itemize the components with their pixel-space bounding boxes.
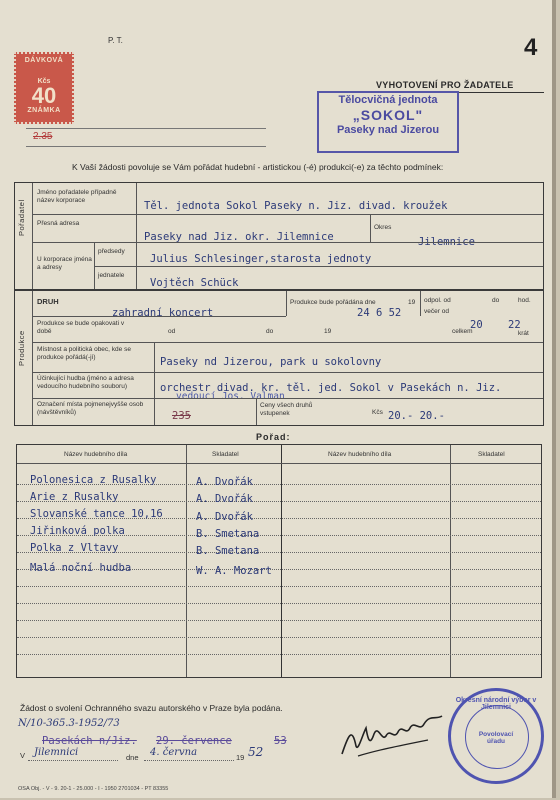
prod-value-divider (154, 342, 155, 425)
organizer-row-line-2 (32, 242, 543, 243)
chair-label: předsedy (98, 248, 125, 255)
production-label-divider (32, 291, 33, 425)
secretary-label: jednatele (98, 272, 125, 279)
page-number: 4 (524, 34, 538, 61)
repeat-year: 19 (324, 328, 332, 335)
music-value: orchestr divad. kr. těl. jed. Sokol v Pasekách n. Jiz. (160, 382, 502, 394)
address-value: Paseky nad Jiz. okr. Jilemnice (144, 231, 334, 243)
program-composer: B. Smetana (196, 545, 260, 557)
program-work: Polka z Vltavy (30, 542, 119, 554)
program-col-divider-3 (450, 445, 451, 677)
chair-value: Julius Schlesinger,starosta jednoty (150, 253, 372, 265)
repeat-to: do (266, 328, 274, 335)
copy-label: VYHOTOVENÍ PRO ŽADATELE (376, 80, 514, 90)
pt-mark: P. T. (108, 36, 123, 45)
header-rule-2 (26, 146, 266, 147)
stamp-year: 53 (274, 735, 287, 747)
organizer-row-line-3 (94, 266, 543, 267)
intro-text: K Vaší žádosti povoluje se Vám pořádat hudební - artistickou (-é) produkci(-e) za těchto podmínek: (72, 162, 444, 172)
organizer-label-divider (32, 183, 33, 289)
type-value: zahradní koncert (112, 307, 214, 319)
program-rule (17, 586, 541, 587)
district-label: Okres (374, 224, 392, 231)
name-label: Jméno pořadatele případně název korporace (37, 189, 117, 204)
place-value: Paseky nd Jizerou, park u sokolovny (160, 356, 382, 368)
date-dotline (144, 760, 234, 761)
evening-to: 22 (508, 319, 521, 331)
header-rule-1 (26, 128, 266, 129)
program-composer: A. Dvořák (196, 476, 253, 488)
afternoon-hour: hod. (518, 297, 531, 304)
repeat-from: od (168, 328, 176, 335)
program-rule (17, 603, 541, 604)
program-header-line (17, 463, 541, 464)
col-composer-header-right: Skladatel (478, 451, 505, 458)
footer-v: V (20, 751, 26, 760)
date-label: Produkce bude pořádána dne (290, 299, 376, 306)
organizer-row-line-1 (32, 214, 543, 215)
capacity-label: Označení místa pojmenejvyšše osob (návštěvníků) (37, 401, 144, 416)
address-label: Přesná adresa (37, 220, 80, 227)
program-col-divider-1 (186, 445, 187, 677)
osa-text: Žádost o svolení Ochranného svazu autorského v Praze byla podána. (20, 703, 283, 713)
production-section-label: Produkce (17, 330, 26, 366)
prod-row-line-1a (32, 316, 286, 317)
date-divider (286, 291, 287, 316)
repeat-label: Produkce se bude opakovati v době (37, 320, 125, 335)
price-divider (256, 398, 257, 425)
afternoon-to: do (492, 297, 500, 304)
corporation-label: U korporace jména a adresy (37, 256, 92, 271)
tax-stamp-top: DÁVKOVÁ (24, 57, 64, 64)
total-label: celkem (452, 328, 473, 335)
leader-value: vedoucí Jos. Valman (176, 391, 285, 402)
date-year-prefix: 19 (408, 299, 416, 306)
times-label: krát (518, 330, 529, 337)
program-composer: A. Dvořák (196, 493, 253, 505)
program-work: Malá noční hudba (30, 562, 132, 574)
sokol-stamp-line-2: „SOKOL" (352, 107, 424, 123)
prod-row-line-3 (32, 372, 543, 373)
program-work: Jiřinková polka (30, 525, 125, 537)
col-composer-header-left: Skladatel (212, 451, 239, 458)
struck-amount: 2.35 (33, 131, 53, 142)
stamp-place: Pasekách n/Jiz. (42, 735, 137, 747)
signature (338, 706, 450, 762)
program-rule (17, 637, 541, 638)
district-office-stamp (448, 688, 544, 784)
program-rule (17, 654, 541, 655)
organizer-section-label: Pořadatel (17, 199, 26, 236)
sokol-stamp-line-1: Tělocvičná jednota (338, 94, 438, 106)
program-composer: A. Dvořák (196, 511, 253, 523)
price-value: 20.- 20.- (388, 410, 445, 422)
program-composer: B. Smetana (196, 528, 260, 540)
place-dotline (28, 760, 118, 761)
program-col-divider-2 (281, 445, 282, 677)
col-work-header-right: Název hudebního díla (328, 451, 392, 458)
program-composer: W. A. Mozart (196, 565, 272, 577)
program-work: Slovanské tance 10,16 (30, 508, 163, 520)
afternoon-label: odpol. od (424, 297, 451, 304)
print-info: OSA Obj. - V - 9. 20-1 - 25.000 - I - 1950 2701034 - PT 83355 (18, 786, 169, 792)
tax-stamp (14, 52, 74, 124)
date-value: 24 6 52 (357, 307, 402, 319)
tax-stamp-currency: Kčs (37, 78, 51, 85)
prod-row-line-4 (32, 398, 543, 399)
place-label: Místnost a politická obec, kde se produkce pořádá(-jí) (37, 346, 131, 361)
time-divider (420, 291, 421, 316)
price-currency: Kčs (372, 409, 383, 416)
music-label: Účinkující hudba (jméno a adresa vedoucího hudebního souboru) (37, 375, 134, 390)
capacity-value: 235 (172, 410, 191, 422)
name-value: Těl. jednota Sokol Paseky n. Jiz. divad. kroužek (144, 200, 448, 212)
handwritten-place: Jilemnici (34, 747, 79, 758)
secretary-value: Vojtěch Schück (150, 277, 239, 289)
sokol-stamp-line-3: Paseky nad Jizerou (336, 124, 440, 136)
district-divider (370, 214, 371, 242)
handwritten-year: 52 (248, 745, 264, 759)
tax-stamp-bottom: ZNÁMKA (27, 107, 61, 114)
stamp-date: 29. července (156, 735, 232, 747)
reference-number: N/10-365.3-1952/73 (18, 718, 120, 729)
prod-row-line-2 (32, 342, 543, 343)
district-stamp-text: Okresní národní výbor v Jilemnici (455, 697, 537, 711)
day-label: dne (126, 753, 139, 762)
year-prefix: 19 (236, 753, 245, 762)
program-title: Pořad: (256, 432, 291, 442)
district-value: Jilemnice (418, 236, 475, 248)
organizer-value-divider (136, 183, 137, 289)
price-label: Ceny všech druhů vstupenek (260, 402, 313, 417)
district-stamp-center: Povolovací úřadu (478, 731, 514, 745)
type-label: DRUH (37, 297, 59, 306)
tax-stamp-value: 40 (31, 83, 57, 108)
evening-label: večer od (424, 308, 449, 315)
program-work: Polonesica z Rusalky (30, 474, 157, 486)
evening-from: 20 (470, 319, 483, 331)
program-work: Arie z Rusalky (30, 491, 119, 503)
col-work-header-left: Název hudebního díla (64, 451, 128, 458)
sokol-stamp (317, 91, 459, 153)
program-rule (17, 620, 541, 621)
handwritten-date: 4. června (150, 747, 198, 758)
